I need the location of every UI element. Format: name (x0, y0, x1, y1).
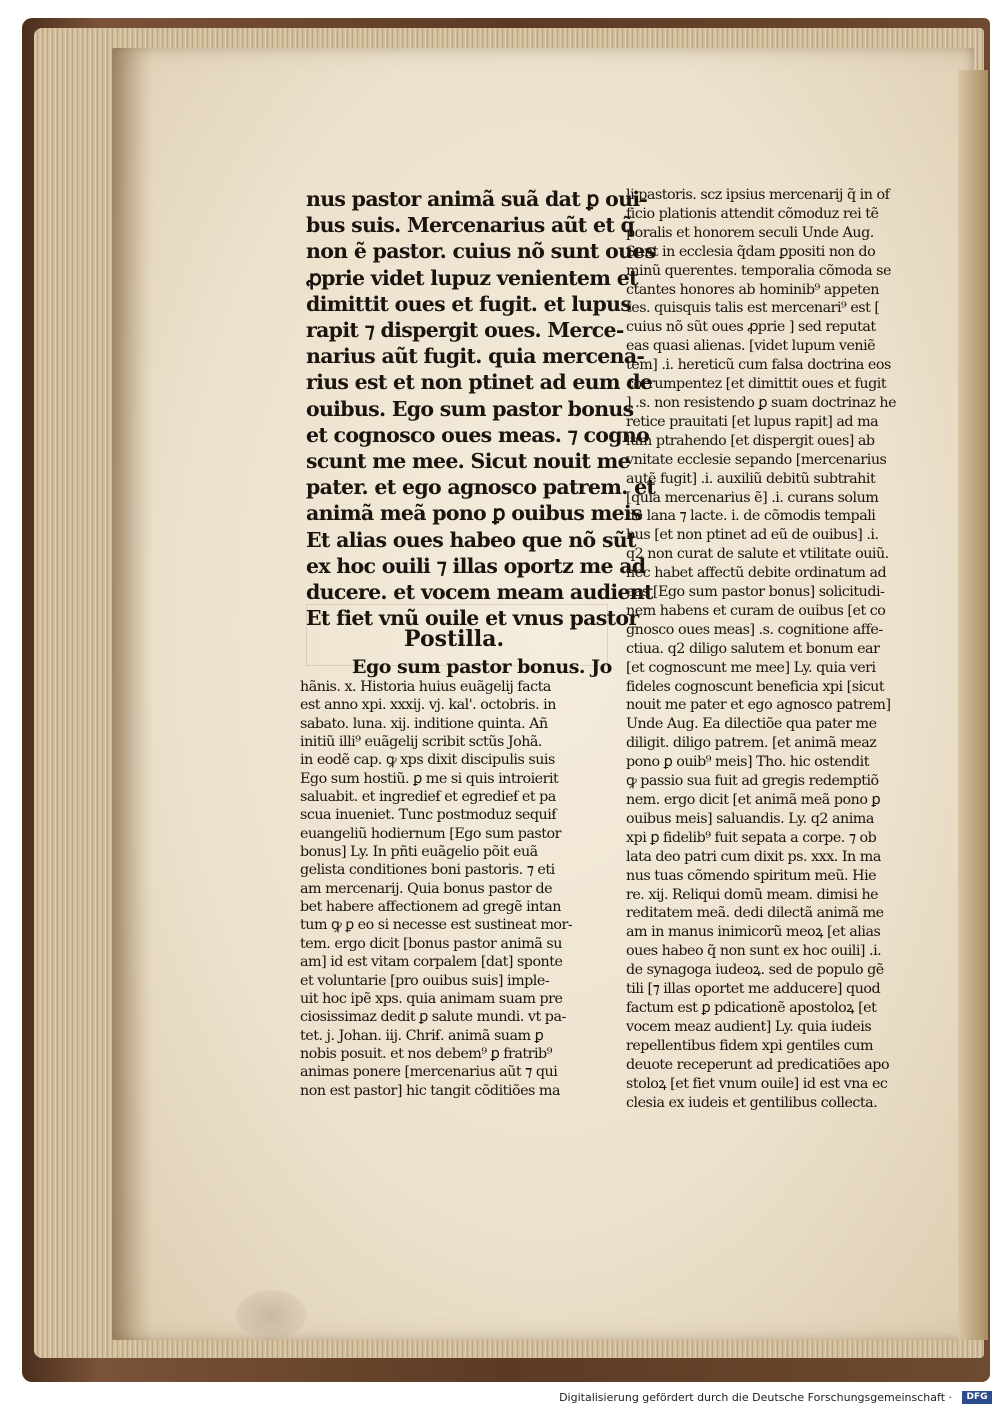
page-stain (236, 1290, 306, 1340)
text-line: gnosco oues meas] .s. cognitione affe- (626, 621, 883, 638)
text-line: nem. ergo dicit [et animã meã pono ꝑ (626, 792, 881, 808)
text-line: non est pastor] hic tangit cõditiões ma (300, 1082, 560, 1099)
commentary-text-column (626, 186, 942, 1112)
text-line: cuius nõ sũt oues ꝓprie ] sed reputat (626, 319, 876, 336)
text-line: nem habens et curam de ouibus [et co (626, 602, 886, 619)
text-line: saluabit. et ingredieẜ et egredieẜ et pa (300, 789, 556, 806)
text-line: repellentibus fidem xpi gentiles cum (626, 1037, 874, 1054)
text-line: ctantes honores ab hominib⁹ appeten (626, 281, 879, 298)
text-line: [quia mercenarius ẽ] .i. curans solum (626, 489, 879, 506)
text-line: tum ꝙ ꝑ eo si necesse est sustineat mor- (300, 917, 573, 934)
text-line: tes. quisquis talis est mercenari⁹ est [ (626, 300, 880, 317)
page-fore-edge (958, 70, 988, 1340)
text-line: hãnis. x. Historia huius euãgelij facta (300, 679, 551, 695)
gutter-shadow (112, 48, 152, 1340)
dfg-logo: DFG (962, 1391, 992, 1404)
text-line: q2 non curat de salute et vtilitate ouiũ. (626, 546, 889, 563)
text-line: nouit me pater et ego agnosco patrem] (626, 697, 891, 714)
text-line: retice prauitati [et lupus rapit] ad ma (626, 413, 879, 430)
text-line: de synagoga iudeoꝝ. sed de populo gẽ (626, 962, 884, 979)
text-line: [et cognoscunt me mee] Ly. quia veri (626, 659, 876, 676)
text-line: nobis posuit. et nos debem⁹ ꝑ fratrib⁹ (300, 1045, 552, 1062)
text-line: nus pastor animã suã dat ꝑ oui- (306, 187, 648, 211)
text-line: clesia ex iudeis et gentilibus collecta. (626, 1094, 878, 1111)
text-line: poralis et honorem seculi Unde Aug. (626, 224, 874, 241)
text-line: deuote receperunt ad predicatiões apo (626, 1056, 890, 1073)
text-line: pono ꝑ ouib⁹ meis] Tho. hic ostendit (626, 754, 869, 771)
text-line: Sunt in ecclesia q̃dam ꝑpositi non do (626, 243, 876, 260)
text-line: minũ querentes. temporalia cõmoda se (626, 262, 891, 279)
text-line: gelista conditiones boni pastoris. ⁊ eti (300, 862, 555, 879)
text-line: ouibus meis] saluandis. Ly. q2 anima (626, 810, 874, 827)
text-line: vocem meaz audient] Ly. quia iudeis (626, 1018, 872, 1035)
text-line: am] id est vitam corpalem [dat] sponte (300, 954, 563, 971)
text-line: fideles cognoscunt beneficia xpi [sicut (626, 678, 885, 695)
text-line: eas quasi alienas. [videt lupum veniẽ (626, 338, 876, 355)
text-line: Unde Aug. Ea dilectiõe qua pater me (626, 716, 877, 733)
text-line: nus tuas cõmendo spiritum meũ. Hie (626, 867, 877, 884)
text-line: lum ptrahendo [et dispergit oues] ab (626, 432, 875, 449)
text-line: tili [⁊ illas oportet me adducere] quod (626, 981, 881, 998)
text-line: nec habet affectũ debite ordinatum ad (626, 565, 887, 582)
text-line: diligit. diligo patrem. [et animã meaz (626, 735, 877, 752)
text-line: et cognosco oues meas. ⁊ cogno (306, 422, 650, 447)
text-line: bus [et non ptinet ad eũ de ouibus] .i. (626, 527, 879, 544)
text-line: corrumpentez [et dimittit oues et fugit (626, 376, 887, 393)
text-line: factum est ꝑ pdicationẽ apostoloꝝ [et (626, 999, 877, 1016)
text-line: animã meã pono ꝑ ouibus meis (306, 501, 642, 526)
text-line: re. xij. Reliqui domũ meam. dimisi he (626, 886, 879, 903)
text-line: stoloꝝ [et fiet vnum ouile] id est vna ec (626, 1075, 888, 1092)
text-line: tem] .i. hereticũ cum falsa doctrina eos (626, 357, 891, 374)
text-line: li pastoris. scz ipsius mercenarij q̃ in of (626, 187, 890, 203)
text-line: bus suis. Mercenarius aũt et q̃ (306, 213, 635, 238)
text-line: initiũ illi⁹ euãgelij scribit sctũs Johã. (300, 734, 542, 751)
text-line: ducere. et vocem meam audient (306, 580, 653, 605)
text-line: euangeliũ hodiernum [Ego sum pastor (300, 825, 561, 842)
funding-credit: Digitalisierung gefördert durch die Deutsche Forschungsgemeinschaft · (559, 1391, 952, 1404)
text-line: ] .s. non resistendo ꝑ suam doctrinaz he (626, 394, 897, 411)
text-line: scunt me mee. Sicut nouit me (306, 449, 630, 474)
text-line: narius aũt fugit. quia mercena- (306, 344, 645, 369)
text-line: ꝓprie videt lupuz venientem et (306, 265, 638, 290)
text-line: bet habere affectionem ad gregẽ intan (300, 899, 561, 916)
text-line: scua inueniet. Tunc postmoduz sequiẜ (300, 807, 557, 824)
text-line: rius est et non ptinet ad eum de (306, 370, 653, 395)
text-line: et voluntarie [pro ouibus suis] imple- (300, 972, 550, 989)
text-line: tet. j. Johan. iij. Chriẜ. animã suam ꝑ (300, 1027, 544, 1044)
text-line: Et fiet vnũ ouile et vnus pastor (306, 606, 639, 631)
text-line: autẽ fugit] .i. auxiliũ debitũ subtrahit (626, 470, 876, 487)
text-line: vnitate ecclesie sepando [mercenarius (626, 451, 887, 468)
text-line: animas ponere [mercenarius aũt ⁊ qui (300, 1064, 558, 1081)
text-line: ouibus. Ego sum pastor bonus (306, 396, 634, 421)
text-line: ex hoc ouili ⁊ illas oportz me ad (306, 553, 646, 578)
text-line: ciosissimaz dedit ꝑ salute mundi. vt pa- (300, 1009, 566, 1026)
text-line: xpi ꝑ fidelib⁹ fuit sepata a corpe. ⁊ ob (626, 829, 877, 846)
gospel-text-column (306, 186, 656, 631)
text-line: non ẽ pastor. cuius nõ sunt oues (306, 239, 656, 264)
text-line: Et alias oues habeo que nõ sũt (306, 527, 636, 552)
text-line: oues habeo q̃ non sunt ex hoc ouili] .i. (626, 943, 882, 960)
text-line: ctiua. q2 diligo salutem et bonum ear (626, 640, 880, 657)
text-line: ꝙ passio sua fuit ad gregis redemptiõ (626, 773, 879, 790)
text-line: uit hoc ipẽ xps. quia animam suam pre (300, 990, 563, 1007)
text-line: pater. et ego agnosco patrem. et (306, 475, 656, 500)
text-line: am in manus inimicorũ meoꝝ [et alias (626, 924, 881, 941)
text-line: ficio plationis attendit cõmoduz rei tẽ (626, 205, 879, 222)
text-line: lata deo patri cum dixit ps. xxx. In ma (626, 848, 881, 865)
text-line: am mercenarij. Quia bonus pastor de (300, 880, 553, 897)
text-line: Ego sum hostiũ. ꝑ me si quis introierit (300, 770, 559, 787)
postilla-text-column (300, 656, 616, 1100)
text-line: Ego sum pastor bonus. Jo (352, 656, 612, 678)
text-line: eas [Ego sum pastor bonus] solicitudi- (626, 584, 885, 601)
text-line: in eodẽ cap. ꝙ xps dixit discipulis suis (300, 752, 555, 769)
postilla-heading: Postilla. (404, 626, 505, 652)
text-line: sabato. luna. xij. inditione quinta. Añ (300, 715, 548, 732)
text-line: de lana ⁊ lacte. i. de cõmodis tempali (626, 508, 876, 525)
text-line: est anno xpi. xxxij. vj. kal'. octobris. in (300, 697, 556, 714)
text-line: dimittit oues et fugit. et lupus (306, 291, 632, 316)
text-line: reditatem meã. dedi dilectã animã me (626, 905, 884, 922)
text-line: rapit ⁊ dispergit oues. Merce- (306, 318, 624, 343)
text-line: bonus] Ly. In pñti euãgelio põit euã (300, 844, 538, 861)
text-line: tem. ergo dicit [bonus pastor animã su (300, 935, 562, 952)
